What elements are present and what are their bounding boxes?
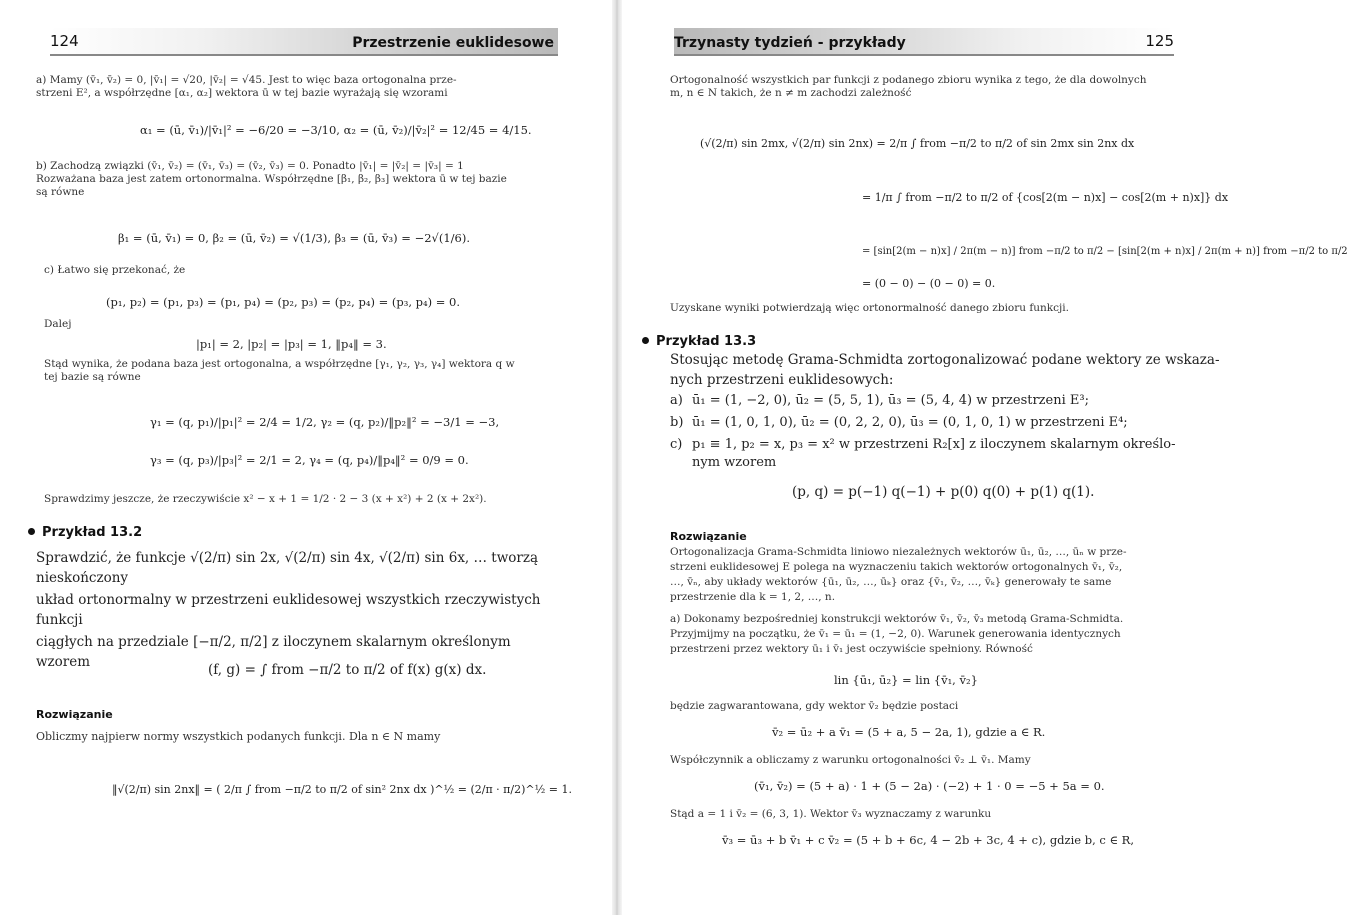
- text-line: m, n ∈ N takich, że n ≠ m zachodzi zależność: [670, 87, 912, 99]
- right-page: [622, 0, 1348, 915]
- text-line: a) Dokonamy bezpośredniej konstrukcji wektorów v̄₁, v̄₂, v̄₃ metodą Grama-Schmidta.: [670, 613, 1124, 625]
- equation-c1: (p₁, p₂) = (p₁, p₃) = (p₁, p₄) = (p₂, p₃) = (p₂, p₄) = (p₃, p₄) = 0.: [106, 295, 461, 309]
- equation-dot: (v̄₁, v̄₂) = (5 + a) · 1 + (5 − 2a) · (−2) + 1 · 0 = −5 + 5a = 0.: [754, 779, 1105, 793]
- left-page-header: [50, 28, 558, 56]
- confirmation-line: Uzyskane wyniki potwierdzają więc ortonormalność danego zbioru funkcji.: [670, 302, 1069, 314]
- text-line: Ortogonalność wszystkich par funkcji z podanego zbioru wynika z tego, że dla dowolnych: [670, 74, 1147, 86]
- equation-gamma-1: γ₁ = (q, p₁)/|p₁|² = 2/4 = 1/2, γ₂ = (q, p₂)/‖p₂‖² = −3/1 = −3,: [150, 415, 500, 429]
- equation-orth-2: = 1/π ∫ from −π/2 to π/2 of {cos[2(m − n)x] − cos[2(m + n)x]} dx: [862, 191, 1229, 204]
- equation-orth-1: (√(2/π) sin 2mx, √(2/π) sin 2nx) = 2/π ∫ from −π/2 to π/2 of sin 2mx sin 2nx dx: [700, 137, 1135, 150]
- equation-lin: lin {ū₁, ū₂} = lin {v̄₁, v̄₂}: [834, 673, 978, 687]
- coefficient-line: Współczynnik a obliczamy z warunku ortogonalności v̄₂ ⊥ v̄₁. Mamy: [670, 754, 1031, 766]
- text-line: tej bazie są równe: [44, 371, 141, 383]
- example-13-3-title: Przykład 13.3: [642, 334, 756, 349]
- equation-orth-4: = (0 − 0) − (0 − 0) = 0.: [862, 277, 996, 290]
- text-line: Rozważana baza jest zatem ortonormalna. Współrzędne [β₁, β₂, β₃] wektora ū w tej bazie: [36, 173, 507, 185]
- text-line: strzeni E², a współrzędne [α₁, α₂] wektora ū w tej bazie wyrażają się wzorami: [36, 87, 448, 99]
- list-item: c) p₁ ≡ 1, p₂ = x, p₃ = x² w przestrzeni R₂[x] z iloczynem skalarnym określo-: [670, 437, 1176, 452]
- part-a-text: [36, 74, 457, 100]
- text-line: nych przestrzeni euklidesowych:: [670, 372, 894, 388]
- equation-c2: |p₁| = 2, |p₂| = |p₃| = 1, ‖p₄‖ = 3.: [196, 337, 387, 351]
- text-line: Stąd wynika, że podana baza jest ortogonalna, a współrzędne [γ₁, γ₂, γ₃, γ₄] wektora q w: [44, 358, 515, 370]
- equation-alpha: α₁ = (ū, v̄₁)/|v̄₁|² = −6/20 = −3/10, α₂ = (ū, v̄₂)/|v̄₂|² = 12/45 = 4/15.: [140, 123, 532, 137]
- running-title: Trzynasty tydzień - przykłady: [674, 35, 906, 51]
- solution-title: Rozwiązanie: [670, 530, 747, 543]
- equation-v2: v̄₂ = ū₂ + a v̄₁ = (5 + a, 5 − 2a, 1), gdzie a ∈ R.: [772, 725, 1046, 739]
- example-13-2-title: Przykład 13.2: [28, 525, 142, 540]
- text-line: a) Mamy (v̄₁, v̄₂) = 0, |v̄₁| = √20, |v̄₂| = √45. Jest to więc baza ortogonalna prze-: [36, 74, 457, 86]
- text-line: Ortogonalizacja Grama-Schmidta liniowo niezależnych wektorów ū₁, ū₂, …, ūₙ w prze-: [670, 546, 1127, 558]
- part-c-continued: [44, 358, 515, 384]
- text-line: przestrzeni przez wektory ū₁ i v̄₁ jest oczywiście spełniony. Równość: [670, 643, 1033, 655]
- text-line: Sprawdzić, że funkcje √(2/π) sin 2x, √(2/π) sin 4x, √(2/π) sin 6x, … tworzą nieskończony: [36, 550, 539, 586]
- equation-gamma-2: γ₃ = (q, p₃)/|p₃|² = 2/1 = 2, γ₄ = (q, p₄)/‖p₄‖² = 0/9 = 0.: [150, 453, 469, 467]
- text-line: przestrzenie dla k = 1, 2, …, n.: [670, 591, 836, 603]
- example-13-2-statement: [36, 548, 556, 672]
- result-line: Stąd a = 1 i v̄₂ = (6, 3, 1). Wektor v̄₃ wyznaczamy z warunku: [670, 808, 992, 820]
- list-item: b) ū₁ = (1, 0, 1, 0), ū₂ = (0, 2, 2, 0), ū₃ = (0, 1, 0, 1) w przestrzeni E⁴;: [670, 415, 1128, 430]
- text-line: strzeni euklidesowej E polega na wyznaczeniu takich wektorów ortogonalnych v̄₁, v̄₂,: [670, 561, 1123, 573]
- guarantee-line: będzie zagwarantowana, gdy wektor v̄₂ będzie postaci: [670, 700, 959, 712]
- text-line: ciągłych na przedziale [−π/2, π/2] z iloczynem skalarnym określonym wzorem: [36, 634, 511, 670]
- part-c-intro: c) Łatwo się przekonać, że: [44, 264, 186, 276]
- equation-beta: β₁ = (ū, v̄₁) = 0, β₂ = (ū, v̄₂) = √(1/3), β₃ = (ū, v̄₃) = −2√(1/6).: [118, 231, 471, 245]
- text-dalej: Dalej: [44, 318, 72, 330]
- list-item-continued: nym wzorem: [692, 455, 777, 470]
- part-a-construction: [670, 612, 1123, 657]
- text-line: …, v̄ₙ, aby układy wektorów {ū₁, ū₂, …, ūₖ} oraz {v̄₁, v̄₂, …, v̄ₖ} generowały te same: [670, 576, 1112, 588]
- page-number: 124: [50, 32, 79, 50]
- right-page-header: [674, 28, 1174, 56]
- text-line: układ ortonormalny w przestrzeni euklidesowej wszystkich rzeczywistych funkcji: [36, 592, 541, 628]
- text-line: są równe: [36, 186, 85, 198]
- equation-norm: ‖√(2/π) sin 2nx‖ = ( 2/π ∫ from −π/2 to π/2 of sin² 2nx dx )^½ = (2/π · π/2)^½ = 1.: [112, 783, 572, 796]
- text-line: b) Zachodzą związki (v̄₁, v̄₂) = (v̄₁, v̄₃) = (v̄₂, v̄₃) = 0. Ponadto |v̄₁| = |v̄₂| = |v̄₃| = 1: [36, 160, 464, 172]
- running-title: Przestrzenie euklidesowe: [352, 35, 554, 51]
- equation-pq: (p, q) = p(−1) q(−1) + p(0) q(0) + p(1) q(1).: [792, 484, 1095, 500]
- text-line: Stosując metodę Grama-Schmidta zortogonalizować podane wektory ze wskaza-: [670, 352, 1220, 368]
- solution-text: Obliczmy najpierw normy wszystkich podanych funkcji. Dla n ∈ N mamy: [36, 730, 441, 743]
- part-b-text: [36, 160, 507, 199]
- left-page: [0, 0, 612, 915]
- page-number: 125: [1145, 32, 1174, 50]
- example-13-3-statement: [670, 350, 1230, 390]
- solution-title: Rozwiązanie: [36, 708, 113, 721]
- verification-line: Sprawdzimy jeszcze, że rzeczywiście x² − x + 1 = 1/2 · 2 − 3 (x + x²) + 2 (x + 2x²).: [44, 493, 487, 505]
- orthogonality-intro: [670, 74, 1147, 100]
- text-line: Przyjmijmy na początku, że v̄₁ = ū₁ = (1, −2, 0). Warunek generowania identycznych: [670, 628, 1121, 640]
- solution-intro: [670, 545, 1127, 605]
- book-gutter: [612, 0, 622, 915]
- list-item: a) ū₁ = (1, −2, 0), ū₂ = (5, 5, 1), ū₃ = (5, 4, 4) w przestrzeni E³;: [670, 393, 1089, 408]
- equation-v3: v̄₃ = ū₃ + b v̄₁ + c v̄₂ = (5 + b + 6c, 4 − 2b + 3c, 4 + c), gdzie b, c ∈ R,: [722, 833, 1134, 847]
- equation-inner-product: (f, g) = ∫ from −π/2 to π/2 of f(x) g(x) dx.: [208, 662, 487, 678]
- bullet-icon: [642, 337, 649, 344]
- bullet-icon: [28, 528, 35, 535]
- equation-orth-3: = [sin[2(m − n)x] / 2π(m − n)] from −π/2 to π/2 − [sin[2(m + n)x] / 2π(m + n)] from −π/2 to π/2: [862, 246, 1348, 257]
